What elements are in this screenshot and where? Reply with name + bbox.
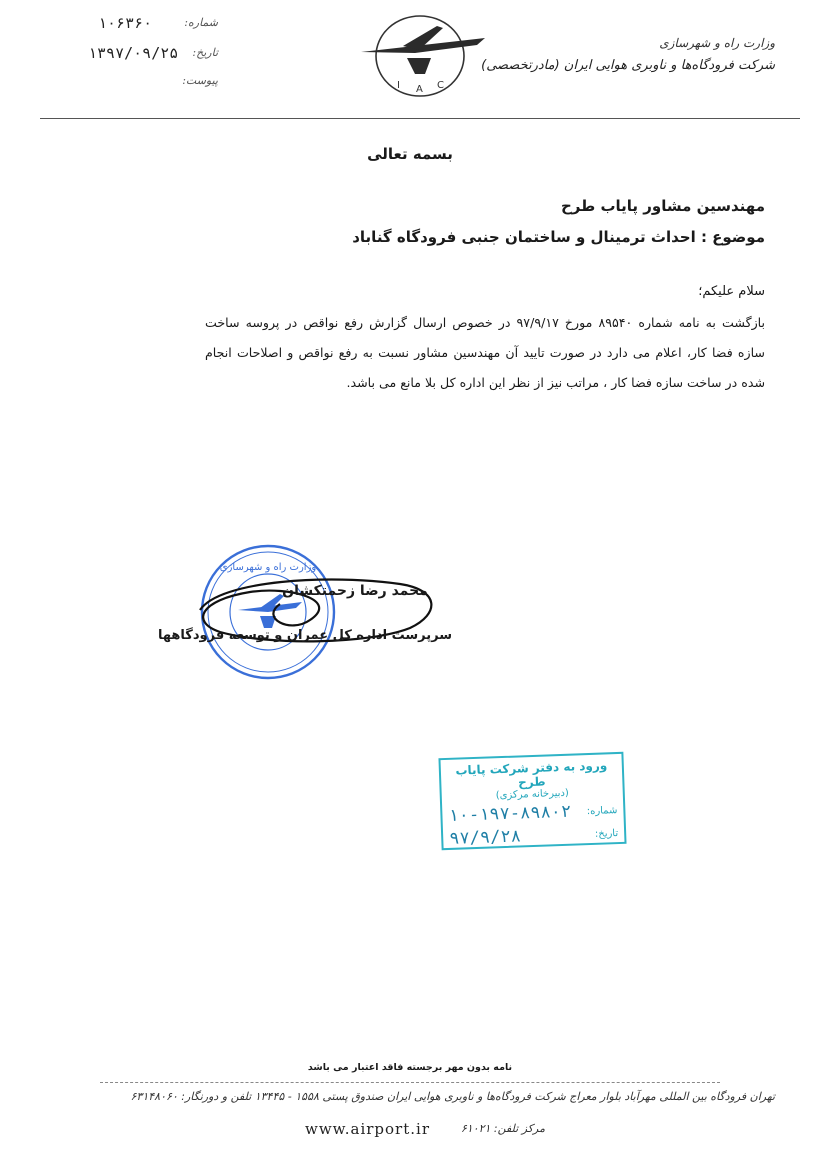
logo-letter-a: A [416, 84, 423, 95]
letter-attachment-label: پیوست: [182, 74, 218, 87]
ministry-name: وزارت راه و شهرسازی [659, 36, 775, 50]
received-stamp-date-label: تاریخ: [594, 827, 619, 840]
letter-date-row [88, 44, 218, 64]
letter-date-value: ۱۳۹۷/۰۹/۲۵ [88, 44, 179, 62]
received-stamp-title: ورود به دفتر شرکت پایاب طرح [455, 758, 608, 790]
footer-validity-note: نامه بدون مهر برجسته فاقد اعتبار می باشد [307, 1062, 513, 1073]
iac-logo-icon [345, 12, 495, 102]
received-stamp-number-label: شماره: [586, 804, 618, 817]
footer-phone-center: مرکز تلفن: ۶۱۰۲۱ [460, 1122, 545, 1135]
footer-divider [100, 1082, 720, 1083]
logo-letter-c: C [437, 80, 444, 91]
letter-date-label: تاریخ: [192, 46, 218, 59]
logo-letter-i: I [397, 80, 400, 91]
received-stamp-date-row [449, 823, 619, 849]
iac-logo [345, 12, 495, 102]
letter-attachment-row [88, 72, 218, 92]
body-paragraph: بازگشت به نامه شماره ۸۹۵۴۰ مورخ ۹۷/۹/۱۷ در خصوص ارسال گزارش رفع نواقص در پروسه ساخت سازه فضا کار، اعلام می دارد در صورت تایید آن مهندسین مشاور نسبت به رفع نواقص و اصلاحات انجام شده در ساخت سازه فضا کار ، مراتب نیز از نظر این اداره کل بلا مانع می باشد. [205, 315, 765, 390]
received-stamp-date-value: ۹۷/۹/۲۸ [448, 826, 522, 849]
received-stamp-number-value: ۱۰-۱۹۷-۸۹۸۰۲ [448, 801, 572, 826]
letter-number-label: شماره: [184, 16, 218, 29]
greeting-line: سلام علیکم؛ [698, 284, 765, 299]
footer-address: تهران فرودگاه بین المللی مهرآباد بلوار معراج شرکت فرودگاه‌ها و ناوبری هوایی ایران صندوق پستی ۱۵۵۸ - ۱۳۴۴۵ تلفن و دورنگار: ۶۳۱۴۸۰۶۰ [130, 1090, 775, 1103]
company-name: شرکت فرودگاه‌ها و ناوبری هوایی ایران (مادرتخصصی) [481, 58, 775, 73]
header-divider [40, 118, 800, 119]
letter-number-row [88, 14, 218, 34]
subject-line: موضوع : احداث ترمینال و ساختمان جنبی فرودگاه گناباد [352, 228, 765, 246]
received-stamp-number-row [448, 800, 618, 826]
received-stamp [438, 752, 626, 850]
received-stamp-subtitle: (دبیرخانه مرکزی) [495, 787, 569, 802]
letter-number-value: ۱۰۶۳۶۰ [98, 14, 153, 32]
signatory-title: سرپرست اداره کل عمران و توسعه فرودگاهها [157, 628, 453, 643]
signatory-name: محمد رضا زحمتکشان [282, 583, 428, 599]
recipient-line: مهندسین مشاور پایاب طرح [560, 197, 765, 215]
footer-website[interactable]: www.airport.ir [305, 1120, 430, 1138]
seal-text: وزارت راه و شهرسازی [219, 562, 317, 573]
bismillah-heading: بسمه تعالی [367, 145, 453, 163]
